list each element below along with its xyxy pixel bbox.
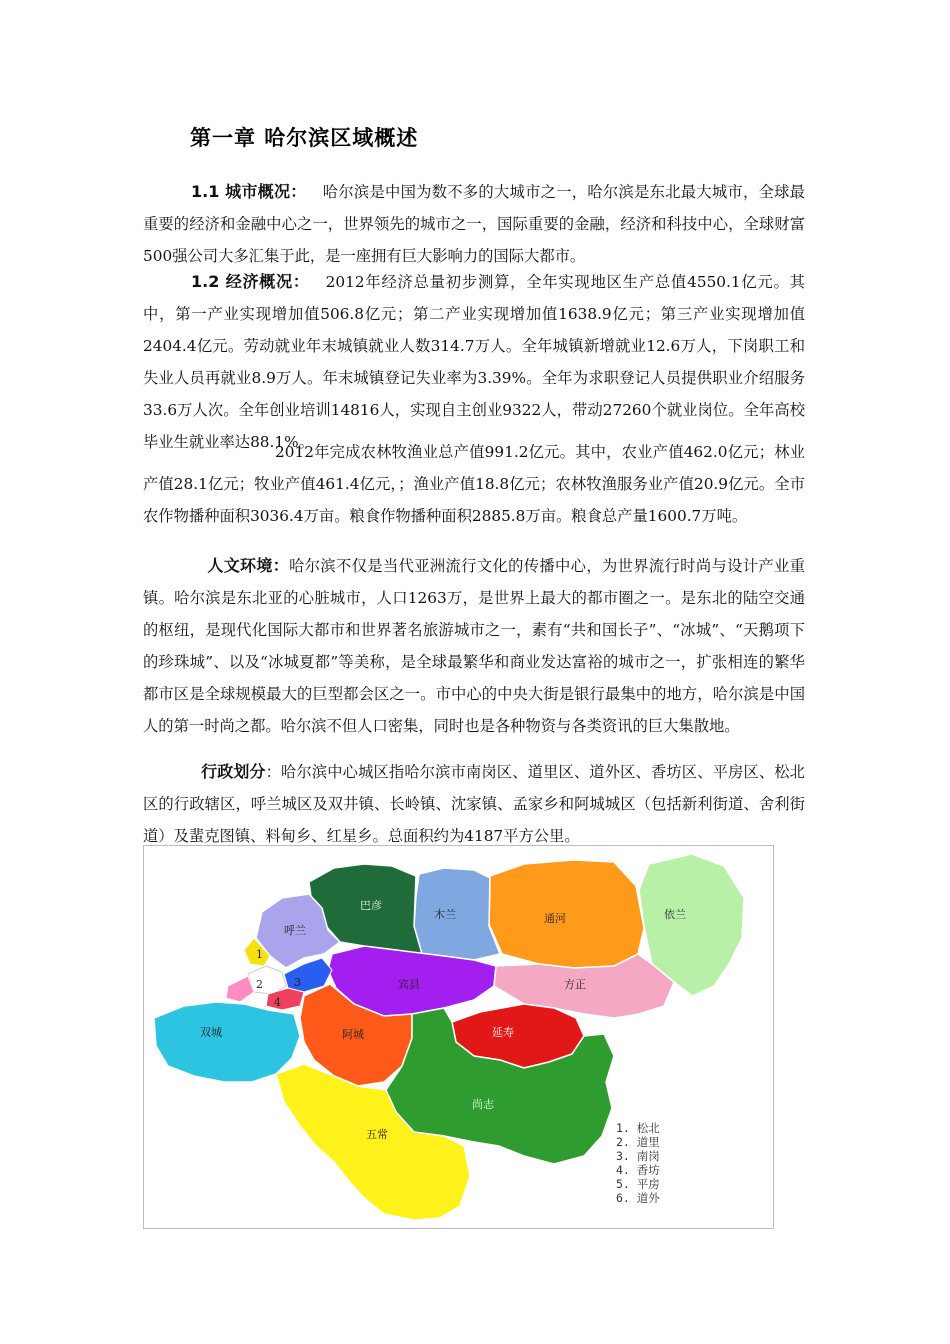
map-label-binxian: 宾县	[398, 978, 420, 991]
map-region-tonghe	[489, 860, 644, 968]
economy-paragraph	[143, 266, 805, 458]
map-region-core-5	[226, 976, 254, 1002]
admin-division-paragraph	[143, 756, 805, 852]
map-label-fangzheng: 方正	[564, 978, 586, 991]
map-legend-item: 2. 道里	[616, 1135, 660, 1149]
map-small-label-4: 4	[274, 996, 281, 1009]
chapter-title: 第一章 哈尔滨区域概述	[190, 126, 419, 150]
city-overview-heading: 1.1 城市概况：	[191, 182, 307, 201]
map-small-label-3: 3	[294, 976, 301, 989]
map-label-wuchang: 五常	[366, 1128, 388, 1141]
map-label-shangzhi: 尚志	[472, 1098, 494, 1111]
map-legend-item: 4. 香坊	[616, 1163, 660, 1177]
culture-text: 哈尔滨不仅是当代亚洲流行文化的传播中心，为世界流行时尚与设计产业重镇。哈尔滨是东北亚的心脏城市，人口1263万，是世界上最大的都市圈之一。是东北的陆空交通的枢纽，是现代化国际大都市和世界著名旅游城市之一，素有“共和国长子”、“冰城”、“天鹅项下的珍珠城”、以及“冰城夏都”等美称，是全球最繁华和商业发达富裕的城市之一，扩张相连的繁华都市区是全球规模最大的巨型都会区之一。市中心的中央大街是银行最集中的地方，哈尔滨是中国人的第一时尚之都。哈尔滨不但人口密集，同时也是各种物资与各类资讯的巨大集散地。	[143, 557, 805, 735]
city-overview-text: 哈尔滨是中国为数不多的大城市之一，哈尔滨是东北最大城市，全球最重要的经济和金融中心之一，世界领先的城市之一，国际重要的金融，经济和科技中心，全球财富500强公司大多汇集于此，是一座拥有巨大影响力的国际大都市。	[143, 183, 805, 265]
map-label-mulan: 木兰	[434, 908, 456, 921]
district-map-svg	[144, 846, 773, 1228]
economy-text: 2012年经济总量初步测算，全年实现地区生产总值4550.1亿元。其中，第一产业实现增加值506.8亿元；第二产业实现增加值1638.9亿元；第三产业实现增加值2404.4亿元。劳动就业年末城镇就业人数314.7万人。全年城镇新增就业12.6万人，下岗职工和失业人员再就业8.9万人。年末城镇登记失业率为3.39%。全年为求职登记人员提供职业介绍服务33.6万人次。全年创业培训14816人，实现自主创业9322人，带动27260个就业岗位。全年高校毕业生就业率达88.1%。	[143, 273, 805, 451]
map-label-shuangcheng: 双城	[200, 1026, 222, 1039]
map-label-hulan: 呼兰	[284, 924, 306, 937]
map-region-shuangcheng	[154, 1002, 300, 1082]
map-legend-item: 1. 松北	[616, 1121, 660, 1135]
map-label-tonghe: 通河	[544, 912, 566, 925]
map-label-yilan: 依兰	[664, 908, 686, 921]
map-region-mulan	[414, 868, 500, 960]
map-label-yanshou: 延寿	[492, 1026, 514, 1039]
culture-paragraph	[143, 550, 805, 742]
map-label-acheng: 阿城	[342, 1028, 364, 1041]
admin-division-heading: 行政划分	[201, 762, 266, 781]
map-label-bayan: 巴彦	[360, 899, 382, 912]
map-small-label-2: 2	[256, 978, 263, 991]
map-legend-item: 3. 南岗	[616, 1149, 660, 1163]
map-legend-item: 5. 平房	[616, 1177, 660, 1191]
economy-heading: 1.2 经济概况：	[191, 272, 310, 291]
agriculture-text: 2012年完成农林牧渔业总产值991.2亿元。其中，农业产值462.0亿元；林业产值28.1亿元；牧业产值461.4亿元，；渔业产值18.8亿元；农林牧渔服务业产值20.9亿元。全市农作物播种面积3036.4万亩。粮食作物播种面积2885.8万亩。粮食总产量1600.7万吨。	[143, 443, 805, 525]
district-map	[143, 845, 774, 1229]
agriculture-paragraph	[143, 436, 805, 532]
map-legend-item: 6. 道外	[616, 1191, 660, 1205]
city-overview-paragraph	[143, 176, 805, 272]
culture-heading: 人文环境：	[207, 556, 290, 575]
admin-division-text: ：哈尔滨中心城区指哈尔滨市南岗区、道里区、道外区、香坊区、平房区、松北区的行政辖区，呼兰城区及双井镇、长岭镇、沈家镇、孟家乡和阿城城区（包括新利街道、舍利街道）及蜚克图镇、料甸乡、红星乡。总面积约为4187平方公里。	[143, 763, 805, 845]
map-small-label-1: 1	[256, 948, 263, 961]
